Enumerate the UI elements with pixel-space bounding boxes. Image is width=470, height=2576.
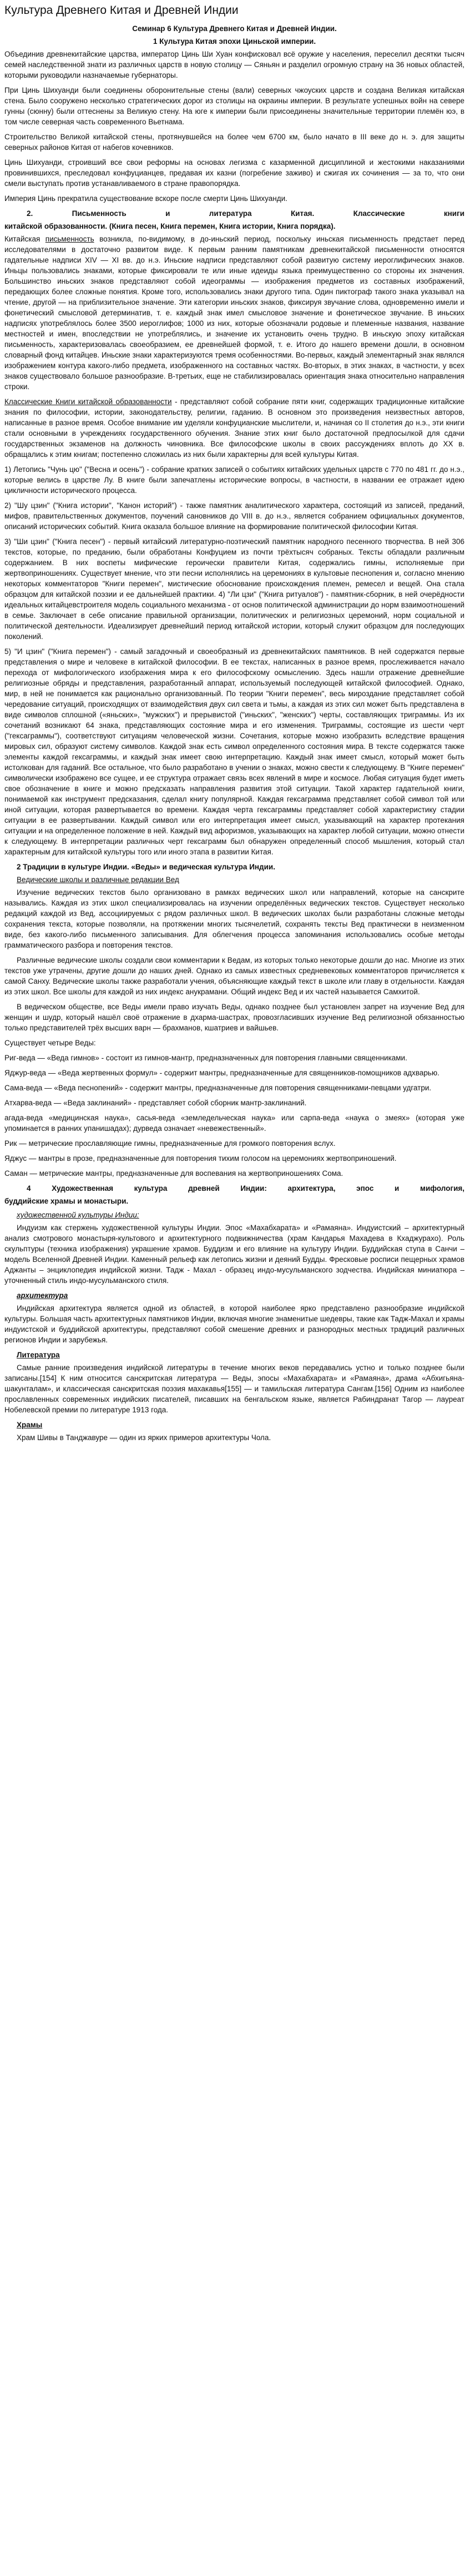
paragraph: При Цинь Шихуанди были соединены оборонительные стены (вали) северных чжоуских царств и создана Великая китайская стена. Было сооружено несколько стратегических дорог из столицы на окраины империи. В результате успешных войн на севере гунны (сюнну) были оттеснены за Великую стену. На юге к империи были присоединены значительные территории племён юэ, в том числе северная часть современного Вьетнама. bbox=[4, 86, 464, 126]
paragraph: агада-веда «медицинская наука», сасья-веда «земледельческая наука» или сарпа-веда «наука о змеях» (которая уже упоминается в ранних упанишадах); дурведа означает «невежественный». bbox=[4, 1114, 464, 1133]
section-3-heading: 2 Традиции в культуре Индии. «Веды» и ведическая культура Индии. bbox=[17, 863, 275, 871]
paragraph: Объединив древнекитайские царства, император Цинь Ши Хуан конфисковал всё оружие у населения, переселил десятки тысяч семей наследственной знати из различных царств в новую столицу — Сяньян и разделил огромную страну на 36 новых областей, которыми руководили назначаемые губернаторы. bbox=[4, 50, 464, 79]
paragraph: 1) Летопись "Чунь цю" ("Весна и осень") - собрание кратких записей о событиях китайских удельных царств с 770 по 481 гг. до н.э., которые велись в царстве Лу. В книге были запечатлены исторические вопросы, в частности, в названии ее отражает идею цикличности исторического процесса. bbox=[4, 465, 464, 495]
paragraph: Цинь Шихуанди, строивший все свои реформы на основах легизма с казарменной дисциплиной и жестокими наказаниями провинившихся, преследовал конфуцианцев, предавая их казни (погребение заживо) и сжигая их сочинения — за то, что они смели выступать против устанавливаемого в стране правопорядка. bbox=[4, 158, 464, 188]
section-4-subheading: художественной культуры Индии: bbox=[17, 1211, 139, 1219]
paragraph: Индийская архитектура является одной из областей, в которой наиболее ярко представлено разнообразие индийской культуры. Большая часть архитектурных памятников Индии, включая многие знаменитые шедевры, такие как Тадж-Махал и храмы индуистской и буддийской архитектуры, представляют собой смешение древних и разнородных местных традиций различных регионов Индии и зарубежья. bbox=[4, 1304, 464, 1344]
section-4 bbox=[4, 1183, 464, 1443]
paragraph: 3) "Ши цзин" ("Книга песен") - первый китайский литературно-поэтический памятник народного песенного творчества. В ней 306 текстов, которые, по преданию, были обработаны Конфуцием из почти трёхтысяч собраных. Тексты обладали различным содержанием. В них воспеты мифические героически правители Китая, содержались гимны, исполняемые при жертвоприношениях. Существует мнение, что эти песни исполнялись на церемониях в культовые песнопения и, согласно мнению некоторых комментаторов "Книги перемен", мистические обоснование происхождения племен, ремесел и вещей. Она стала образцом для китайской поэзии и ее дальнейшей практики. 4) "Ли цзи" ("Книга ритуалов") - памятник-сборник, в ней очерёдности идеальных китайцевстроителя модель социального механизма - от основ политической администрации до норм взаимоотношений в семье. Заключает в себе описание правильной организации, политических и религиозных церемоний, норм социальной и политической деятельности. Идеализирует древнейший период китайской истории, который служит образцом для последующих поколений. bbox=[4, 537, 464, 641]
paragraph: Атхарва-веда — «Веда заклинаний» - представляет собой сборник мантр-заклинаний. bbox=[4, 1099, 307, 1107]
paragraph: Изучение ведических текстов было организовано в рамках ведических школ или направлений, которые на санскрите назывались. Каждая из этих школ специализировалась на изучении определённых ведических текстов. Существует несколько редакций каждой из Вед, ассоциируемых с рядом различных школ. В ведических школах были разработаны сложные методы сохранения текста, которые позволяли, на протяжении многих тысячелетий, сохранять тексты Вед практически в неизменном виде, без какого-либо письменного записывания. Для облегчения процесса запоминания использовались особые методы грамматического разбора и повторения текстов. bbox=[4, 888, 464, 949]
seminar-heading: Семинар 6 Культура Древнего Китая и Древней Индии. bbox=[132, 24, 337, 33]
paragraph: В ведическом обществе, все Веды имели право изучать Веды, однако позднее был установлен запрет на изучение Вед для женщин и шудр, который нашёл своё отражение в дхарма-шастрах, провозгласивших изучение Вед религиозной обязанностью только представителей трёх высших варн — брахманов, кшатриев и вайшьев. bbox=[4, 1003, 464, 1032]
paragraph: Яджур-веда — «Веда жертвенных формул» - содержит мантры, предназначенные для священников-помощников адхварью. bbox=[4, 1069, 439, 1077]
architecture-subheading: архитектура bbox=[17, 1291, 68, 1300]
temples-subheading: Храмы bbox=[17, 1421, 43, 1429]
paragraph-lead: Китайская bbox=[4, 235, 46, 243]
section-3-subheading: Ведические школы и различные редакции Вед bbox=[17, 876, 179, 884]
paragraph: Строительство Великой китайской стены, протянувшейся на более чем 6700 км, было начато в III веке до н. э. для защиты северных районов Китая от набегов кочевников. bbox=[4, 133, 464, 152]
section-2-heading: 2. Письменность и литература Китая. Классические книги bbox=[27, 209, 464, 218]
paragraph: 2) "Шу цзин" ("Книга истории", "Канон историй") - также памятник аналитического характера, состоящий из записей, преданий, мифов, правительственных документов, поучений сановников до VIII в. до н.э., является собранием официальных документов, описаний исторических событий. Книга оказала большое влияние на формирование политической философии Китая. bbox=[4, 501, 464, 531]
paragraph-body: возникла, по-видимому, в до-иньский период, поскольку иньская письменность предстает перед исследователями в достаточно развитом виде. К первым ранним памятникам древнекитайской письменности относятся гадательные надписи XIV — XI вв. до н.э. Иньские надписи представляют собой развитую систему иероглифических знаков. Иньцы пользовались знаками, которые фиксировали те или иные идеиды языка преимущественно со стороны их значения. Большинство иньских знаков представляют собой идеограммы — изображения предметов из составных изображений, передающих более сложные понятия. Кроме того, использовались знаки другого типа. Один пиктограф такого знака указывал на чтение, другой — на приблизительное значение. Эти категории иньских знаков, фиксируя звучание слова, одновременно имели и фонетический смысловой детерминатив, т. е. каждый знак имел смысловое значение и фонетическое звучание. В иньских надписях употреблялось более 3500 иероглифов; 1000 из них, которые обозначали родовые и племенные названия, название местностей и имен, впоследствии не употреблялись, и значение их установить очень трудно. В иньскую эпоху китайская письменность, характеризовалась своеобразием, ее древнейшей формой, т. е. Итого до нашего времени дошли, в основном словарный фонд китайцев. Иньские знаки характеризуются тремя особенностями. Во-первых, каждый элементарный знак являлся изображением контура какого-либо предмета, изображенного на составных частях. Во-вторых, в этих знаках, в частности, у всех знаков существовало большое разнообразие. В-третьих, еще не стабилизировалась ориентация знака относительно направления строки. bbox=[4, 235, 464, 391]
paragraph: Яджус — мантры в прозе, предназначенные для повторения тихим голосом на церемониях жертвоприношений. bbox=[4, 1154, 397, 1163]
writing-link[interactable]: письменность bbox=[45, 235, 94, 243]
paragraph: Храм Шивы в Танджавуре — один из ярких примеров архитектуры Чола. bbox=[17, 1433, 271, 1442]
section-3 bbox=[4, 862, 464, 1179]
section-4-heading-cont: буддийские храмы и монастыри. bbox=[4, 1197, 129, 1205]
classic-books-link[interactable]: Классические Книги китайской образованности bbox=[4, 398, 172, 406]
paragraph: Различные ведические школы создали свои комментарии к Ведам, из которых только некоторые дошли до нас. Многие из этих текстов уже утрачены, другие дошли до наших дней. Однако из самых известных средневековых комментаторов причисляется к самой Санху. Ведические школы также разработали учения, объясняющие каждый текст в школе или главу в отдельности. Каждая из этих школ. Все школы для каждой из них индекс анукрамани. Общий индекс Вед и их частей называется Самхитой. bbox=[4, 956, 464, 996]
paragraph: Существует четыре Веды: bbox=[4, 1039, 96, 1047]
paragraph: Рик — метрические прославляющие гимны, предназначенные для громкого повторения вслух. bbox=[4, 1139, 336, 1148]
paragraph: Сама-веда — «Веда песнопений» - содержит мантры, предназначенные для повторения священниками-певцами удгатри. bbox=[4, 1084, 432, 1092]
section-2-heading-cont: китайской образованности. (Книга песен, Книга перемен, Книга истории, Книга порядка). bbox=[4, 222, 336, 230]
paragraph: Риг-веда — «Веда гимнов» - состоит из гимнов-мантр, предназначенных для повторения главными священниками. bbox=[4, 1054, 407, 1062]
paragraph: Саман — метрические мантры, предназначенные для воспевания на жертвоприношениях Сома. bbox=[4, 1169, 343, 1178]
literature-subheading: Литература bbox=[17, 1351, 60, 1359]
section-4-heading: 4 Художественная культура древней Индии: архитектура, эпос и мифология, bbox=[27, 1184, 464, 1193]
document-title: Культура Древнего Китая и Древней Индии bbox=[4, 4, 239, 17]
paragraph: 5) "И цзин" ("Книга перемен") - самый загадочный и своеобразный из древнекитайских памятников. В ней содержатся первые представления о мире и человеке в китайской философии. В ее текстах, написанных в разное время, прослеживается начало перехода от мифологического изображения мира к его философскому осмыслению. Здесь нашли отражение древнейшие религиозные обряды и представления, разработанный аппарат, используемый последующей китайской философией. Однако, мир, в ней не понимается как рационально организованный. По теории "Книги перемен", весь мироздание представляет собой чередование ситуаций, происходящих от взаимодействия двух сил света и тьмы, а каждая из этих сил может быть представлена в виде символов сплошной («яньских», "мужских") и прерывистой ("иньских", "женских") черты, составляющих триграммы. Из их сочетаний возникают 64 знака, представляющих состояние мира и его изменения. Триграммы, состоящие из шести черт ("гексаграммы"), соответствуют ситуациям человеческой жизни. Сочетания, которые можно изобразить вследствие вращения мировых сил, образуют систему символов. Каждой знак есть символ определенного состояния мира. В тексте содержатся также элементы каждой гексаграммы, и каждый знак имеет свою интерпретацию. Каждый знак имеет смысл, который может быть истолкован для гаданий. Все остальное, что было разработано в учении о знаках, можно свести к следующему. В "Книге перемен" символически изображено все сущее, и ее структура отражает связь всех явлений в мире и космосе. Любая ситуация будет иметь свое обозначение в книге и можно предсказать направления развития этой ситуации. Такой характер гадательной книги, понимаемой как инструмент предсказания, сделал книгу популярной. Каждая гексаграмма представляет собой символ той или иной ситуации, которая развертывается во времени. Каждая черта гексаграммы представляет собой характеристику стадии ситуации в ее развертывании. Каждый символ или его интерпретация имеет смысл, указывающий на характер протекания ситуации и на определенное положение в ней. Каждый вид афоризмов, указывающих на характер любой ситуации, можно отнести к следующему. В интерпретации различных черт гексаграмм был обнаружен определенный способ мышления, который стал характерным для китайской культуры того или иного этапа в развитии Китая. bbox=[4, 647, 464, 856]
paragraph: Самые ранние произведения индийской литературы в течение многих веков передавались устно и только позднее были записаны.[154] К ним относится санскритская литература — Веды, эпосы «Махабхарата» и «Рамаяна», драма «Абхигьяна-шакунталам», и классическая санскритская поэзия махакавья[155] — и тамильская литература Сангам.[156] Одним из наиболее прославленных современных индийских писателей, писавших на бенгальском языке, является Рабиндранат Тагор — лауреат Нобелевской премии по литературе 1913 года. bbox=[4, 1364, 464, 1414]
paragraph: Индуизм как стержень художественной культуры Индии. Эпос «Махабхарата» и «Рамаяна». Индуистский – архитектурный анализ смотрового монастыря-культового и архитектурного подвижничества (храм Кандарья Махадева в Кхаджурахо). Роль скульптуры (техника изображения) украшение храмов. Буддизм и его влияние на культуру Индии. Буддийская ступа в Санчи – модель Вселенной Древней Индии. Каменный рельеф как летопись жизни и деяний Будды. Фресковые росписи пещерных храмов Аджанты – энциклопедия индийской жизни. Тадж - Махал - образец индо-мусульманского зодчества. Индийская миниатюра – уточненный стиль индо-мусульманского стиля. bbox=[4, 1224, 464, 1285]
section-1-heading: 1 Культура Китая эпохи Циньской империи. bbox=[153, 37, 316, 46]
section-2 bbox=[4, 208, 464, 857]
paragraph-body: - представляют собой собрание пяти книг, содержащих традиционные китайские знания по философии, истории, законодательству, религии, гаданию. В основном это произведения неизвестных авторов, написанные в разное время. Особое внимание им уделяли конфуцианские мыслители, и, начиная со II столетия до н.э., эти книги стали основными в учреждениях государственного обучения. Знание этих книг было достаточной предпосылкой для сдачи государственных экзаменов на должность чиновника. Все философские школы в своих рассуждениях вплоть до XX в. обращались к этим книгам; постепенно сложилась из них были характерны для всей культуры Китая. bbox=[4, 398, 464, 459]
paragraph: Империя Цинь прекратила существование вскоре после смерти Цинь Шихуанди. bbox=[4, 194, 287, 203]
